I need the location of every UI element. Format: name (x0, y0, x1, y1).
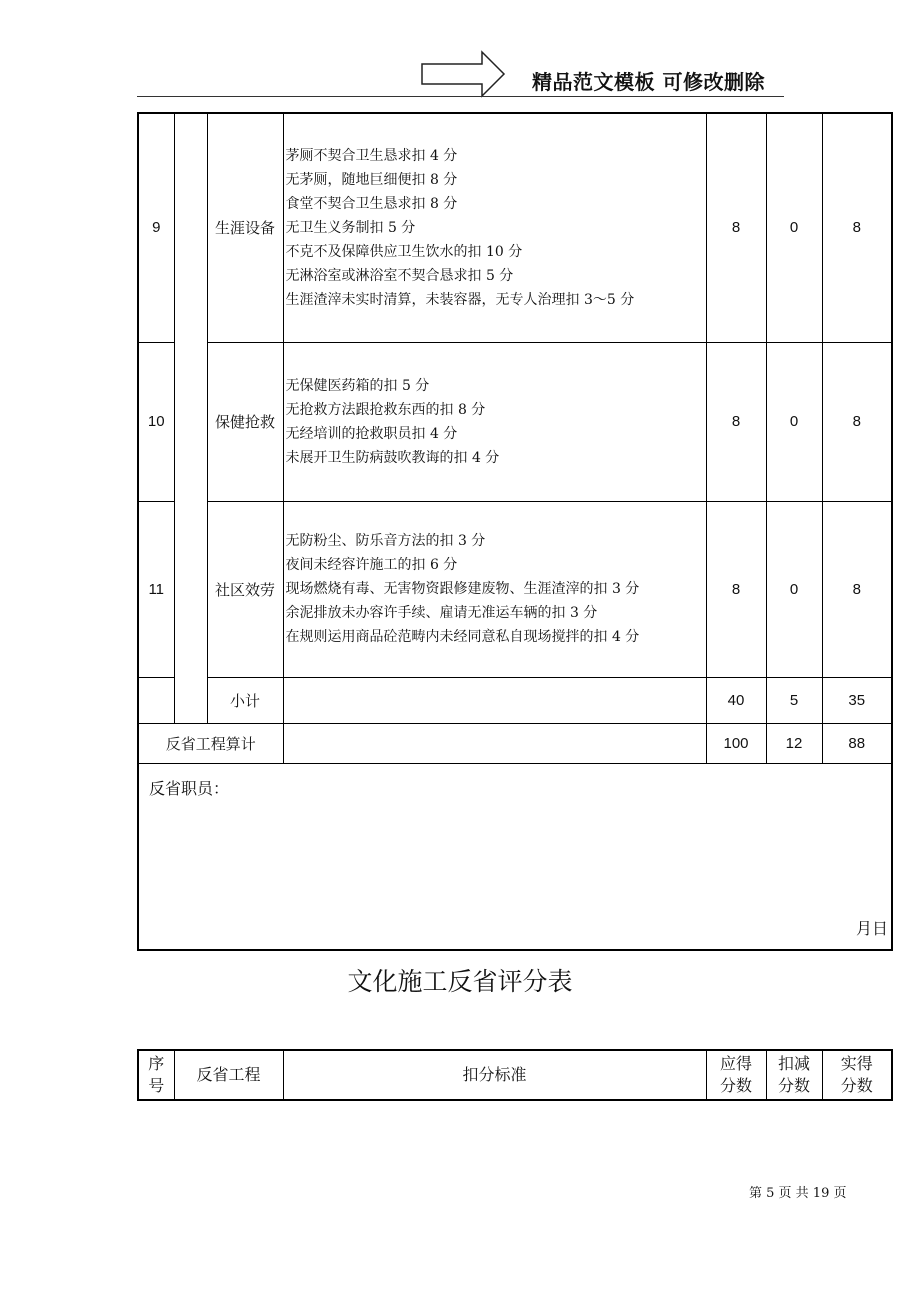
header-actual-line: 分数 (840, 1076, 873, 1095)
total-actual: 88 (822, 723, 892, 763)
deduct-score: 0 (766, 342, 822, 501)
subtotal-deduct: 5 (766, 677, 822, 723)
header-deduct-line: 分数 (777, 1076, 810, 1095)
header-criteria: 扣分标准 (283, 1050, 706, 1100)
criterion-line: 余泥排放未办容许手续、雇请无准运车辆的扣 3 分 (285, 605, 598, 621)
due-score: 8 (706, 342, 766, 501)
header-index (138, 1050, 174, 1100)
criterion-line: 夜间未经容许施工的扣 6 分 (285, 557, 458, 573)
row-index: 10 (138, 342, 174, 501)
total-label: 反省工程算计 (138, 723, 283, 763)
subtotal-actual: 35 (822, 677, 892, 723)
header-table (137, 1049, 893, 1101)
header-deduct-line: 扣减 (777, 1054, 810, 1073)
subtotal-label: 小计 (207, 677, 283, 723)
row-category: 社区效劳 (207, 501, 283, 677)
header-index-line: 号 (148, 1076, 165, 1095)
row-category: 保健抢救 (207, 342, 283, 501)
criterion-line: 无防粉尘、防乐音方法的扣 3 分 (285, 533, 486, 549)
empty-cell (283, 677, 706, 723)
subtotal-row (138, 677, 892, 723)
page-title: 文化施工反省评分表 (347, 967, 573, 996)
criterion-line: 生涯渣滓未实时清算，未装容器，无专人治理扣 3～5 分 (285, 291, 635, 308)
row-criteria (283, 342, 706, 501)
criterion-line: 在规则运用商品砼范畴内未经同意私自现场搅拌的扣 4 分 (285, 629, 640, 645)
total-row (138, 723, 892, 763)
criterion-line: 无经培训的抢救职员扣 4 分 (285, 425, 458, 442)
table-row (138, 501, 892, 677)
header-due (706, 1050, 766, 1100)
actual-score: 8 (822, 501, 892, 677)
header-item: 反省工程 (174, 1050, 283, 1100)
criterion-line: 不克不及保障供应卫生饮水的扣 10 分 (285, 243, 523, 260)
row-index: 9 (138, 113, 174, 342)
criterion-line: 未展开卫生防病鼓吹教诲的扣 4 分 (285, 449, 500, 466)
arrow-icon (420, 50, 506, 98)
date-label: 月日 (855, 919, 888, 938)
deduct-score: 0 (766, 501, 822, 677)
score-table (137, 112, 893, 951)
header-due-line: 分数 (719, 1076, 752, 1095)
criterion-line: 现场燃烧有毒、无害物资跟修建废物、生涯渣滓的扣 3 分 (285, 581, 640, 597)
header-actual (822, 1050, 892, 1100)
criterion-line: 无茅厕，随地巨细便扣 8 分 (285, 171, 458, 188)
signature-cell (138, 763, 892, 950)
merged-item-cell (174, 113, 207, 723)
page-number: 第 5 页 共 19 页 (749, 1186, 847, 1201)
header-actual-line: 实得 (840, 1054, 873, 1073)
header-deduct (766, 1050, 822, 1100)
empty-cell (138, 677, 174, 723)
signature-row (138, 763, 892, 950)
criterion-line: 无卫生义务制扣 5 分 (285, 219, 416, 236)
header-title: 精品范文模板 可修改删除 (532, 70, 765, 94)
criterion-line: 无保健医药箱的扣 5 分 (285, 377, 430, 394)
actual-score: 8 (822, 342, 892, 501)
header-divider (137, 96, 784, 97)
header-due-line: 应得 (719, 1054, 752, 1073)
due-score: 8 (706, 113, 766, 342)
row-index: 11 (138, 501, 174, 677)
criterion-line: 无淋浴室或淋浴室不契合恳求扣 5 分 (285, 267, 514, 284)
table-row (138, 113, 892, 342)
table-row (138, 342, 892, 501)
deduct-score: 0 (766, 113, 822, 342)
row-criteria (283, 501, 706, 677)
total-deduct: 12 (766, 723, 822, 763)
due-score: 8 (706, 501, 766, 677)
subtotal-due: 40 (706, 677, 766, 723)
header-index-line: 序 (148, 1054, 165, 1073)
header-row (138, 1050, 892, 1100)
inspector-label: 反省职员： (149, 778, 230, 798)
empty-cell (283, 723, 706, 763)
criterion-line: 无抢救方法跟抢救东西的扣 8 分 (285, 401, 486, 418)
row-category: 生涯设备 (207, 113, 283, 342)
total-due: 100 (706, 723, 766, 763)
row-criteria (283, 113, 706, 342)
criterion-line: 茅厕不契合卫生恳求扣 4 分 (285, 147, 458, 164)
actual-score: 8 (822, 113, 892, 342)
criterion-line: 食堂不契合卫生恳求扣 8 分 (285, 195, 458, 212)
